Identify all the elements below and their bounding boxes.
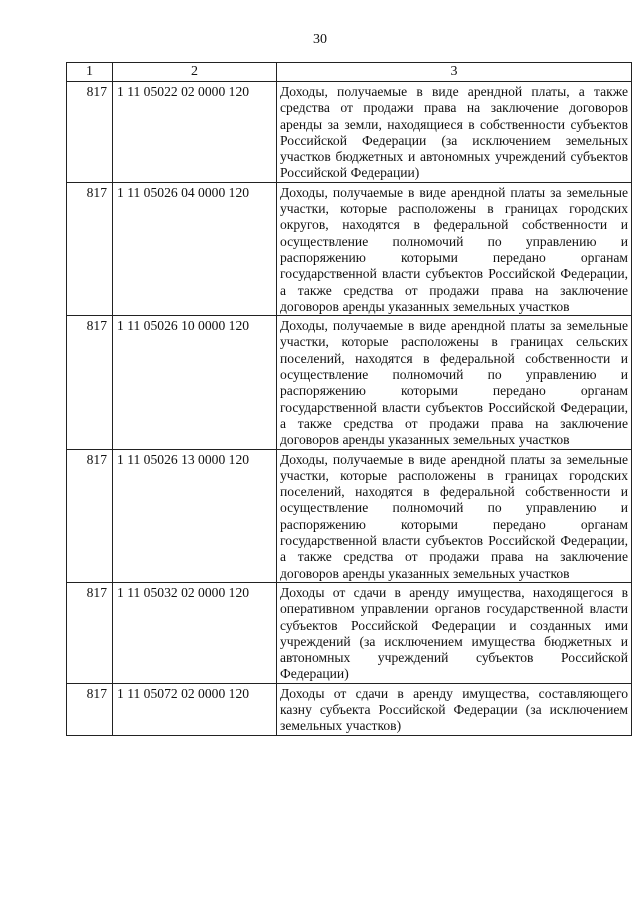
admin-code-cell: 817 [67, 82, 113, 183]
budget-code-cell: 1 11 05022 02 0000 120 [113, 82, 277, 183]
description-cell: Доходы, получаемые в виде арендной платы, а также средства от продажи права на заключение договоров аренды за земли, находящиеся в собственности субъектов Российской Федерации (за исключением земельных участков бюджетных и автономных учреждений субъектов Российской Федерации) [277, 82, 632, 183]
table-header-row [67, 63, 632, 82]
budget-code-cell: 1 11 05026 13 0000 120 [113, 449, 277, 582]
budget-code-cell: 1 11 05026 10 0000 120 [113, 316, 277, 449]
table-row [67, 316, 632, 449]
admin-code-cell: 817 [67, 182, 113, 315]
revenue-codes-table [66, 62, 632, 736]
admin-code-cell: 817 [67, 683, 113, 735]
table-row [67, 683, 632, 735]
table-row [67, 82, 632, 183]
description-cell: Доходы от сдачи в аренду имущества, составляющего казну субъекта Российской Федерации (за исключением земельных участков) [277, 683, 632, 735]
description-cell: Доходы, получаемые в виде арендной платы за земельные участки, которые расположены в границах сельских поселений, находятся в федеральной собственности и осуществление полномочий по управлению и распоряжению которыми передано органам государственной власти субъектов Российской Федерации, а также средства от продажи права на заключение договоров аренды указанных земельных участков [277, 316, 632, 449]
budget-code-cell: 1 11 05032 02 0000 120 [113, 582, 277, 683]
table-row [67, 449, 632, 582]
budget-code-cell: 1 11 05026 04 0000 120 [113, 182, 277, 315]
column-header-2: 2 [113, 63, 277, 82]
column-header-1: 1 [67, 63, 113, 82]
admin-code-cell: 817 [67, 449, 113, 582]
table-row [67, 182, 632, 315]
column-header-3: 3 [277, 63, 632, 82]
description-cell: Доходы, получаемые в виде арендной платы за земельные участки, которые расположены в границах городских поселений, находятся в федеральной собственности и осуществление полномочий по управлению и распоряжению которыми передано органам государственной власти субъектов Российской Федерации, а также средства от продажи права на заключение договоров аренды указанных земельных участков [277, 449, 632, 582]
description-cell: Доходы, получаемые в виде арендной платы за земельные участки, которые расположены в границах городских округов, находятся в федеральной собственности и осуществление полномочий по управлению и распоряжению которыми передано органам государственной власти субъектов Российской Федерации, а также средства от продажи права на заключение договоров аренды указанных земельных участков [277, 182, 632, 315]
table-row [67, 582, 632, 683]
page-number: 30 [313, 32, 327, 47]
description-cell: Доходы от сдачи в аренду имущества, находящегося в оперативном управлении органов государственной власти субъектов Российской Федерации и созданных ими учреждений (за исключением имущества бюджетных и автономных учреждений субъектов Российской Федерации) [277, 582, 632, 683]
admin-code-cell: 817 [67, 316, 113, 449]
budget-code-cell: 1 11 05072 02 0000 120 [113, 683, 277, 735]
admin-code-cell: 817 [67, 582, 113, 683]
